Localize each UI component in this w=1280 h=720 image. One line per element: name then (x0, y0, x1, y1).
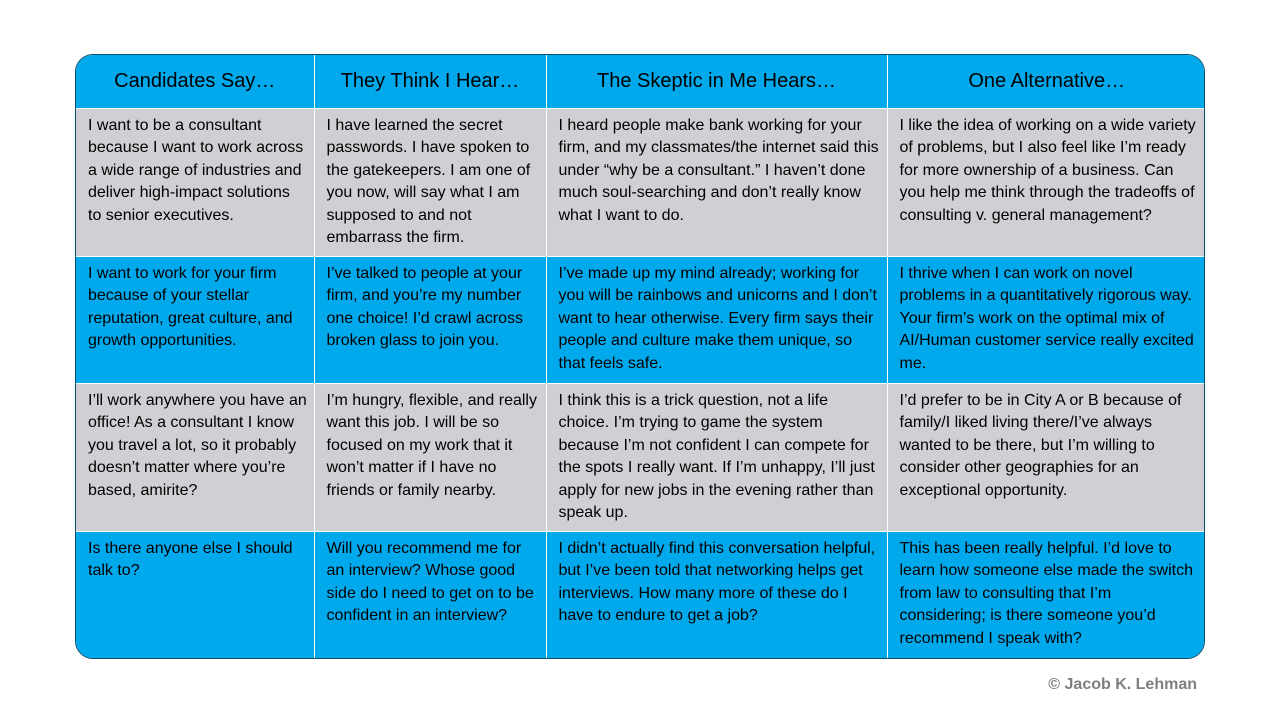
table-cell: I thrive when I can work on novel problems in a quantitatively rigorous way. Your firm’s work on the optimal mix of AI/Human customer service really excited me. (887, 256, 1205, 383)
header-candidates-say: Candidates Say… (76, 55, 314, 108)
table-row (76, 383, 1205, 531)
table-cell: I think this is a trick question, not a life choice. I’m trying to game the system because I’m not confident I can compete for the spots I really want. If I’m unhappy, I’ll just apply for new jobs in the evening rather than speak up. (546, 383, 887, 531)
header-they-think-i-hear: They Think I Hear… (314, 55, 546, 108)
header-one-alternative: One Alternative… (887, 55, 1205, 108)
table-cell: I’m hungry, flexible, and really want this job. I will be so focused on my work that it won’t matter if I have no friends or family nearby. (314, 383, 546, 531)
header-skeptic-hears: The Skeptic in Me Hears… (546, 55, 887, 108)
table-cell: I’ve talked to people at your firm, and you’re my number one choice! I’d crawl across broken glass to join you. (314, 256, 546, 383)
comparison-table (76, 55, 1205, 659)
table-cell: I want to work for your firm because of your stellar reputation, great culture, and growth opportunities. (76, 256, 314, 383)
table-row (76, 108, 1205, 256)
table-cell: I’ve made up my mind already; working for you will be rainbows and unicorns and I don’t want to hear otherwise. Every firm says their people and culture make them unique, so that feels safe. (546, 256, 887, 383)
comparison-table-container (75, 54, 1205, 659)
table-row (76, 256, 1205, 383)
table-cell: Will you recommend me for an interview? Whose good side do I need to get on to be confident in an interview? (314, 531, 546, 659)
table-header-row (76, 55, 1205, 108)
table-cell: I have learned the secret passwords. I have spoken to the gatekeepers. I am one of you now, will say what I am supposed to and not embarrass the firm. (314, 108, 546, 256)
table-cell: I’ll work anywhere you have an office! As a consultant I know you travel a lot, so it probably doesn’t matter where you’re based, amirite? (76, 383, 314, 531)
copyright-notice: © Jacob K. Lehman (1048, 676, 1197, 693)
table-cell: I want to be a consultant because I want to work across a wide range of industries and deliver high-impact solutions to senior executives. (76, 108, 314, 256)
table-cell: I heard people make bank working for your firm, and my classmates/the internet said this under “why be a consultant.” I haven’t done much soul-searching and don’t really know what I want to do. (546, 108, 887, 256)
table-row (76, 531, 1205, 659)
table-cell: I didn’t actually find this conversation helpful, but I’ve been told that networking helps get interviews. How many more of these do I have to endure to get a job? (546, 531, 887, 659)
table-cell: Is there anyone else I should talk to? (76, 531, 314, 659)
table-cell: I like the idea of working on a wide variety of problems, but I also feel like I’m ready for more ownership of a business. Can you help me think through the tradeoffs of consulting v. general management? (887, 108, 1205, 256)
table-cell: I’d prefer to be in City A or B because of family/I liked living there/I’ve always wanted to be there, but I’m willing to consider other geographies for an exceptional opportunity. (887, 383, 1205, 531)
table-cell: This has been really helpful. I’d love to learn how someone else made the switch from law to consulting that I’m considering; is there someone you’d recommend I speak with? (887, 531, 1205, 659)
